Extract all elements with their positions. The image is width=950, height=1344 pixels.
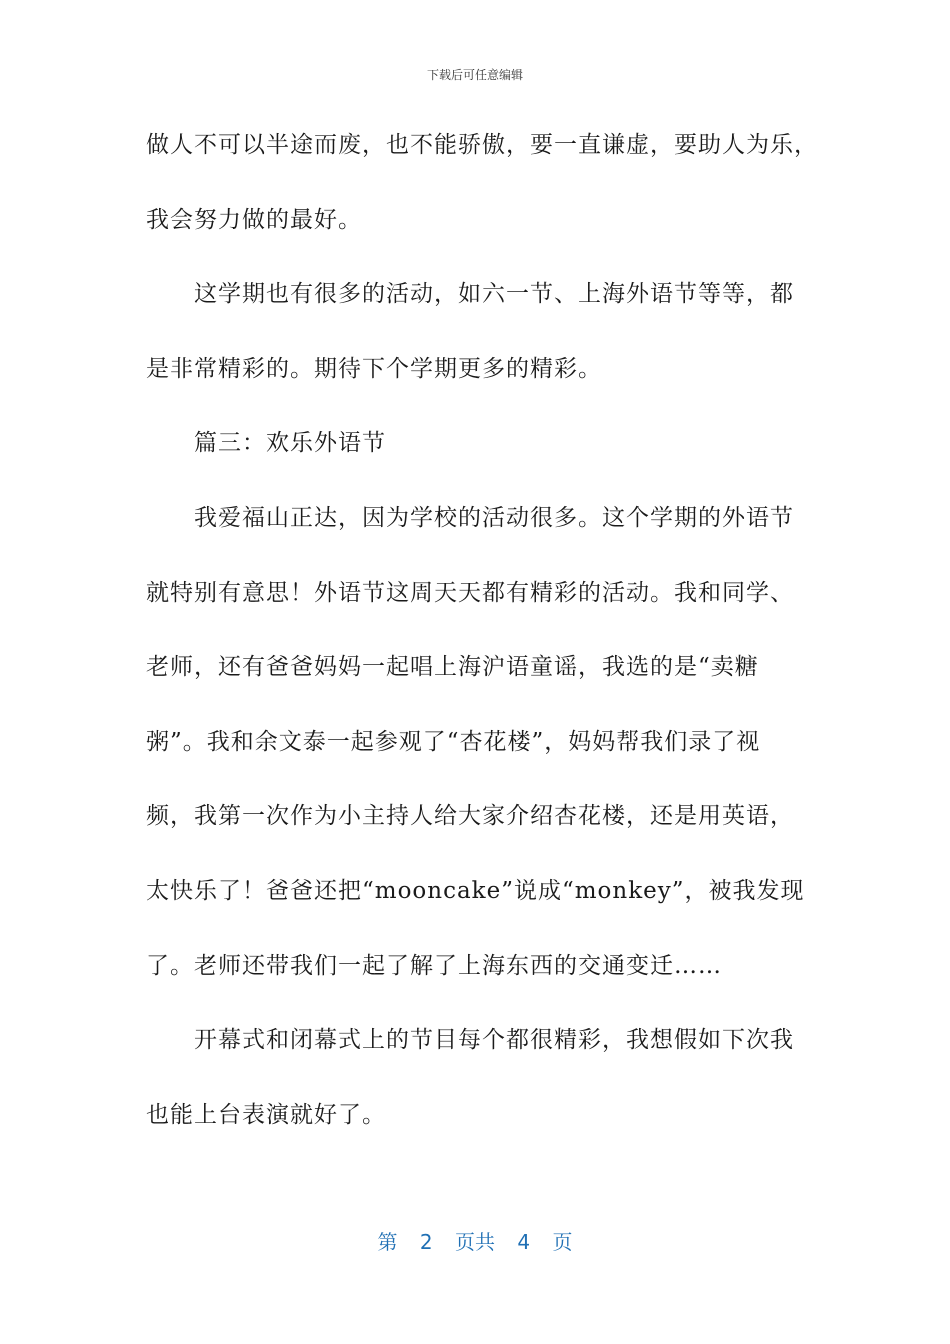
text-line: 频，我第一次作为小主持人给大家介绍杏花楼，还是用英语，: [146, 803, 794, 830]
section-heading: 篇三：欢乐外语节: [194, 430, 386, 457]
text-line: 是非常精彩的。期待下个学期更多的精彩。: [146, 355, 602, 382]
text-line: 太快乐了！爸爸还把“mooncake”说成“monkey”，被我发现: [146, 877, 805, 904]
paragraph-start: 这学期也有很多的活动，如六一节、上海外语节等等，都: [194, 281, 794, 308]
footer-prefix: 第: [377, 1230, 398, 1254]
text-line: 我会努力做的最好。: [146, 206, 362, 233]
total-page-count: 4: [517, 1230, 531, 1254]
page-header: 下载后可任意编辑: [426, 68, 523, 82]
text-line: 就特别有意思！外语节这周天天都有精彩的活动。我和同学、: [146, 579, 794, 606]
text-line: 也能上台表演就好了。: [146, 1101, 386, 1128]
text-line: 了。老师还带我们一起了解了上海东西的交通变迁……: [146, 952, 722, 979]
paragraph-start: 开幕式和闭幕式上的节目每个都很精彩，我想假如下次我: [194, 1027, 794, 1054]
footer-suffix: 页: [552, 1230, 573, 1254]
text-line: 粥”。我和余文泰一起参观了“杏花楼”，妈妈帮我们录了视: [146, 728, 761, 755]
document-body: [146, 120, 816, 1164]
text-line: 做人不可以半途而废，也不能骄傲，要一直谦虚，要助人为乐，: [146, 132, 818, 158]
current-page-number: 2: [419, 1230, 433, 1254]
page-footer: [0, 1226, 950, 1255]
paragraph-start: 我爱福山正达，因为学校的活动很多。这个学期的外语节: [194, 504, 794, 531]
text-line: 老师，还有爸爸妈妈一起唱上海沪语童谣，我选的是“卖糖: [146, 654, 759, 681]
footer-middle: 页共: [455, 1230, 495, 1254]
